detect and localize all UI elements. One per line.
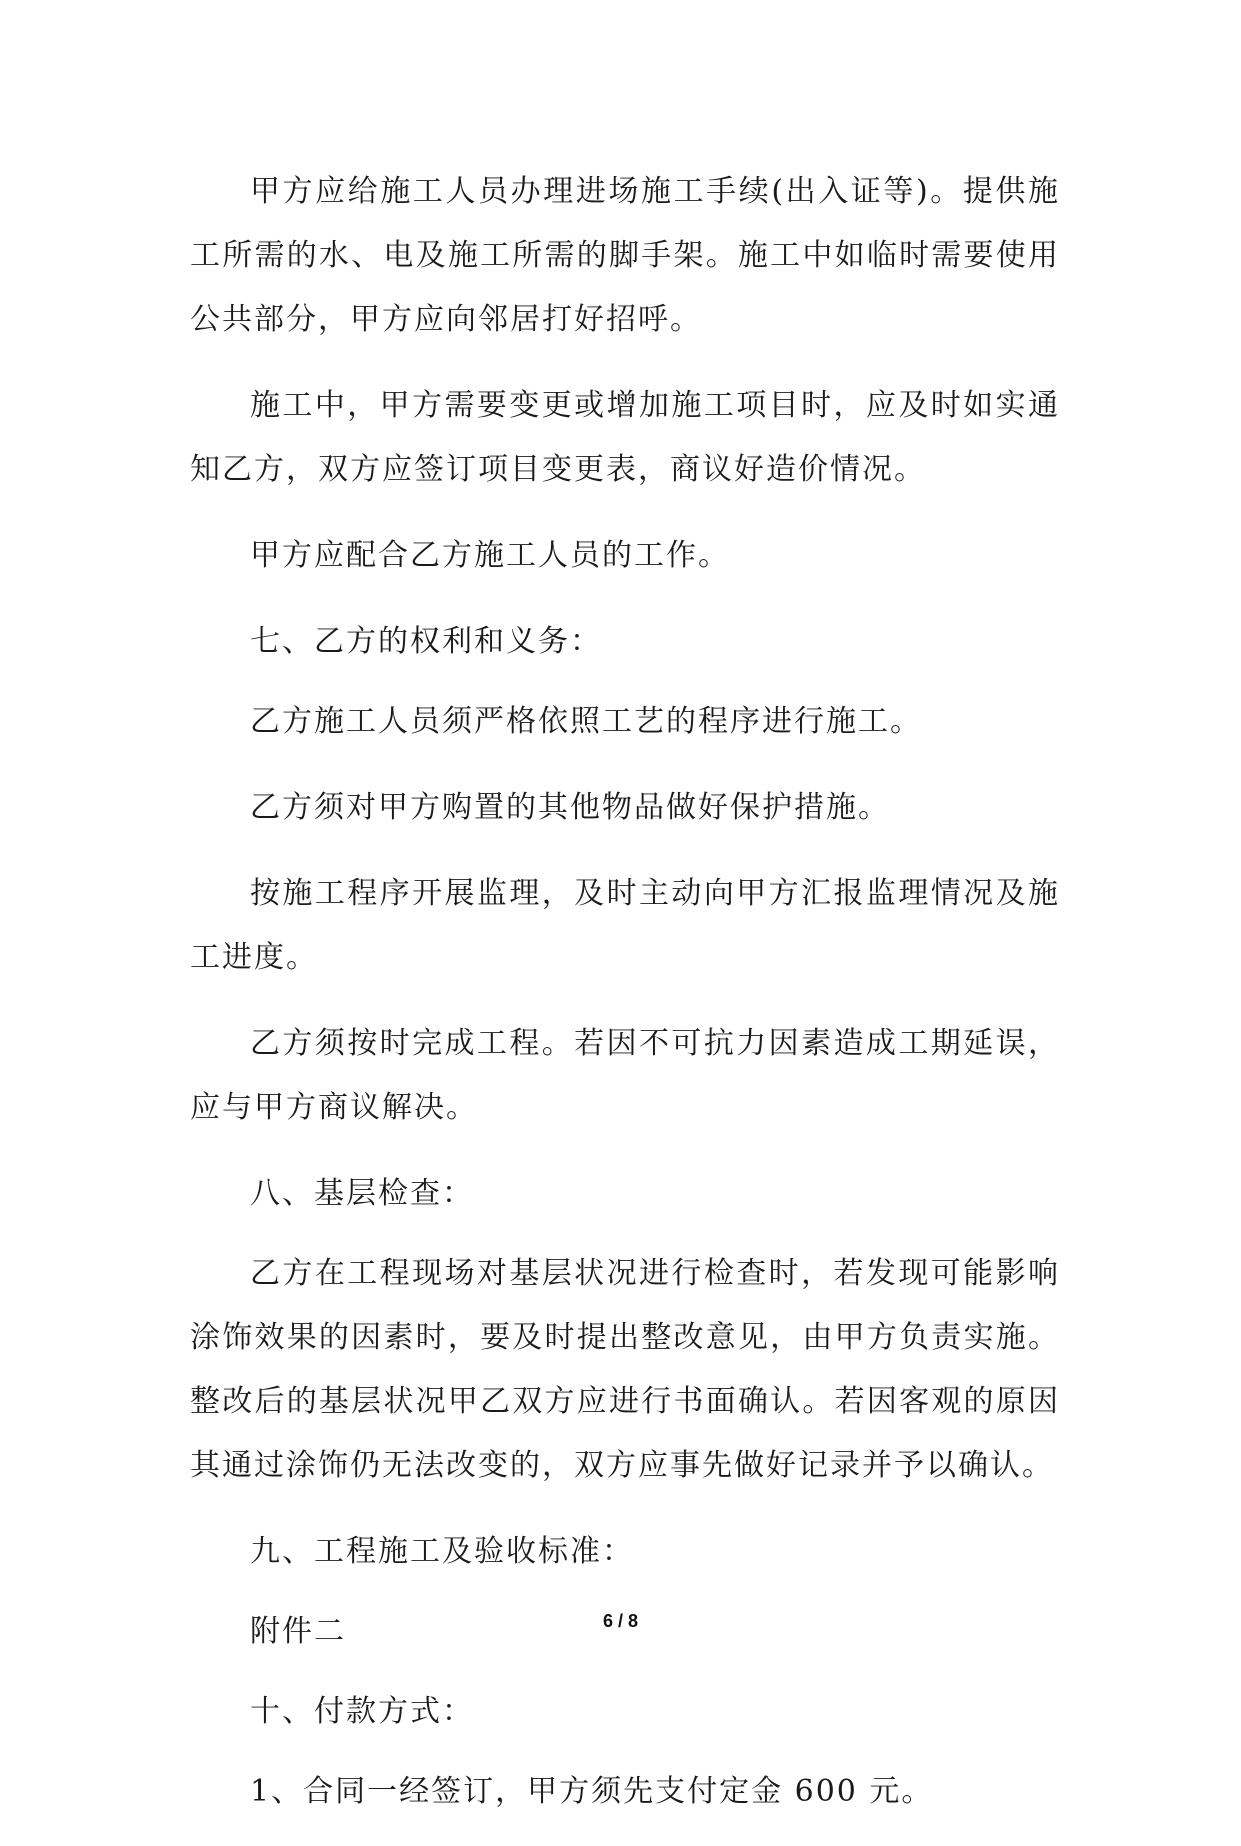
section-heading-party-b-rights: 七、乙方的权利和义务： bbox=[250, 624, 602, 659]
section-heading-base-inspection: 八、基层检查： bbox=[250, 1176, 474, 1211]
paragraph-party-a-permits: 甲方应给施工人员办理进场施工手续(出入证等)。提供施工所需的水、电及施工所需的脚手架。施工中如临时需要使用公共部分，甲方应向邻居打好招呼。 bbox=[190, 174, 1060, 337]
paragraph-construction-procedure: 乙方施工人员须严格依照工艺的程序进行施工。 bbox=[250, 704, 922, 739]
document-body bbox=[190, 160, 1060, 1846]
paragraph-cooperation: 甲方应配合乙方施工人员的工作。 bbox=[250, 538, 730, 573]
page-number: 6 / 8 bbox=[602, 1611, 639, 1631]
section-heading-acceptance-standards: 九、工程施工及验收标准： bbox=[250, 1534, 634, 1569]
paragraph-attachment-two: 附件二 bbox=[250, 1614, 346, 1649]
paragraph-protection-measures: 乙方须对甲方购置的其他物品做好保护措施。 bbox=[250, 790, 890, 825]
section-heading-payment-method: 十、付款方式： bbox=[250, 1694, 474, 1729]
paragraph-project-changes: 施工中，甲方需要变更或增加施工项目时，应及时如实通知乙方，双方应签订项目变更表，商议好造价情况。 bbox=[190, 388, 1060, 487]
paragraph-deposit: 1、合同一经签订，甲方须先支付定金 600 元。 bbox=[250, 1774, 934, 1809]
paragraph-completion: 乙方须按时完成工程。若因不可抗力因素造成工期延误，应与甲方商议解决。 bbox=[190, 1026, 1060, 1125]
paragraph-supervision: 按施工程序开展监理，及时主动向甲方汇报监理情况及施工进度。 bbox=[190, 876, 1060, 975]
paragraph-base-inspection: 乙方在工程现场对基层状况进行检查时，若发现可能影响涂饰效果的因素时，要及时提出整改意见，由甲方负责实施。整改后的基层状况甲乙双方应进行书面确认。若因客观的原因其通过涂饰仍无法改变的，双方应事先做好记录并予以确认。 bbox=[190, 1256, 1060, 1483]
